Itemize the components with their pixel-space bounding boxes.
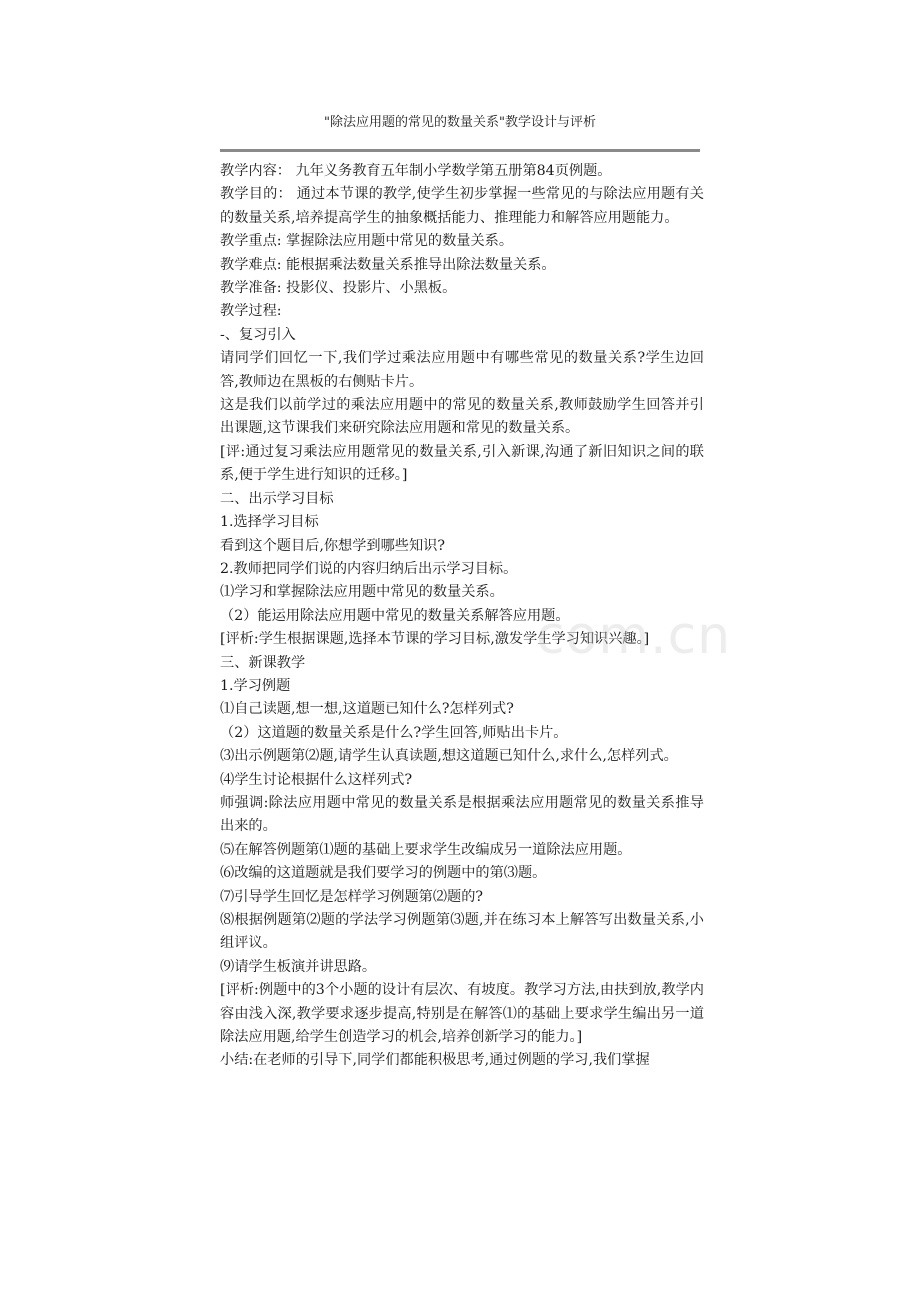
comment-paragraph: [评析:例题中的3个小题的设计有层次、有坡度。教学习方法,由扶到放,教学内容由浅入深,教学要求逐步提高,特别是在解答⑴的基础上要求学生编出另一道除法应用题,给学生创造学习的机会,培养创新学习的能力。]: [220, 982, 704, 1046]
paragraph: 看到这个题目后,你想学到哪些知识?: [220, 537, 445, 554]
section-heading: 二、出示学习目标: [220, 490, 334, 507]
paragraph: 这是我们以前学过的乘法应用题中的常见的数量关系,教师鼓励学生回答并引出课题,这节课我们来研究除法应用题和常见的数量关系。: [220, 397, 704, 437]
comment-paragraph: [评:通过复习乘法应用题常见的数量关系,引入新课,沟通了新旧知识之间的联系,便于学生进行知识的迁移。]: [220, 443, 704, 484]
paragraph: 教学重点: 掌握除法应用题中常见的数量关系。: [220, 233, 514, 250]
paragraph: ⑻根据例题第⑵题的学法学习例题第⑶题,并在练习本上解答写出数量关系,小组评议。: [220, 912, 704, 952]
paragraph: 教学准备: 投影仪、投影片、小黑板。: [220, 280, 457, 297]
paragraph: 请同学们回忆一下,我们学过乘法应用题中有哪些常见的数量关系?学生边回答,教师边在黑板的右侧贴卡片。: [220, 350, 704, 390]
title-divider: [220, 149, 700, 152]
paragraph: （2）这道题的数量关系是什么?学生回答,师贴出卡片。: [220, 724, 568, 741]
paragraph: 2.教师把同学们说的内容归纳后出示学习目标。: [220, 560, 518, 577]
paragraph: （2）能运用除法应用题中常见的数量关系解答应用题。: [220, 607, 570, 624]
paragraph: 师强调:除法应用题中常见的数量关系是根据乘法应用题常见的数量关系推导出来的。: [220, 794, 704, 835]
paragraph: 小结:在老师的引导下,同学们都能积极思考,通过例题的学习,我们掌握: [220, 1052, 650, 1069]
paragraph: ⑺引导学生回忆是怎样学习例题第⑵题的?: [220, 888, 483, 905]
paragraph: 教学难点: 能根据乘法数量关系推导出除法数量关系。: [220, 256, 556, 273]
paragraph: 教学内容： 九年义务教育五年制小学数学第五册第84页例题。: [220, 163, 612, 179]
paragraph: ⑶出示例题第⑵题,请学生认真读题,想这道题已知什么,求什么,怎样列式。: [220, 748, 678, 765]
comment-paragraph: [评析:学生根据课题,选择本节课的学习目标,激发学生学习知识兴趣。]: [220, 631, 650, 648]
paragraph: ⑴自己读题,想一想,这道题已知什么?怎样列式?: [220, 701, 514, 718]
paragraph: ⑹改编的这道题就是我们要学习的例题中的第⑶题。: [220, 865, 547, 882]
paragraph: 1.选择学习目标: [220, 514, 319, 531]
watermark: com.cn: [536, 606, 732, 666]
paragraph: 教学目的： 通过本节课的教学,使学生初步掌握一些常见的与除法应用题有关的数量关系,培养提高学生的抽象概括能力、推理能力和解答应用题能力。: [220, 186, 704, 226]
paragraph: ⑷学生讨论根据什么这样列式?: [220, 771, 413, 788]
paragraph: 1.学习例题: [220, 677, 291, 694]
section-heading: -、复习引入: [220, 326, 296, 343]
paragraph: ⑸在解答例题第⑴题的基础上要求学生改编成另一道除法应用题。: [220, 841, 632, 858]
section-heading: 三、新课教学: [220, 654, 306, 671]
paragraph: ⑴学习和掌握除法应用题中常见的数量关系。: [220, 584, 504, 601]
paragraph: ⑼请学生板演并讲思路。: [220, 958, 377, 975]
paragraph: 教学过程:: [220, 303, 282, 320]
document-title: "除法应用题的常见的数量关系"教学设计与评析: [324, 115, 596, 130]
